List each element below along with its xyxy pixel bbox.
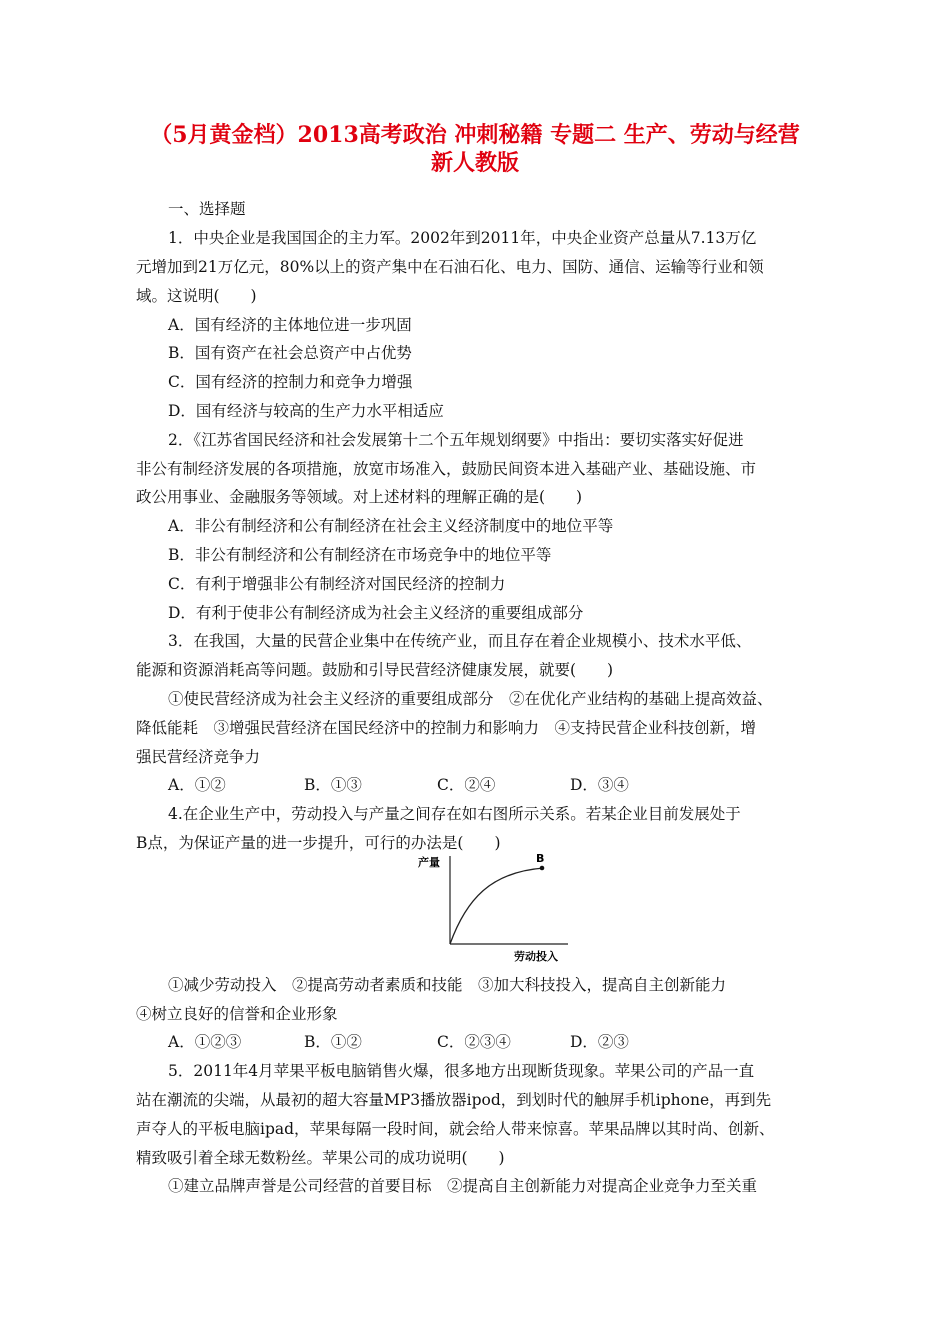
q3-stem-line3: ①使民营经济成为社会主义经济的重要组成部分 ②在优化产业结构的基础上提高效益、: [168, 690, 773, 708]
q3-stem-line5: 强民营经济竞争力: [136, 748, 261, 766]
doc-title-line1: （5月黄金档）2013高考政治 冲刺秘籍 专题二 生产、劳动与经营: [150, 122, 800, 148]
labor-output-chart: [410, 848, 580, 966]
q3-stem-line4: 降低能耗 ③增强民营经济在国民经济中的控制力和影响力 ④支持民营企业科技创新，增: [136, 719, 757, 737]
q4-option-c: C．②③④: [437, 1033, 511, 1051]
q4-stem-line4: ④树立良好的信誉和企业形象: [136, 1005, 338, 1023]
q5-stem-line2: 站在潮流的尖端，从最初的超大容量MP3播放器ipod，到划时代的触屏手机iphone，再到先: [136, 1091, 772, 1109]
q4-stem-line3: ①减少劳动投入 ②提高劳动者素质和技能 ③加大科技投入，提高自主创新能力: [168, 976, 727, 994]
q2-stem-line2: 非公有制经济发展的各项措施，放宽市场准入，鼓励民间资本进入基础产业、基础设施、市: [136, 460, 757, 478]
q5-stem-line5: ①建立品牌声誉是公司经营的首要目标 ②提高自主创新能力对提高企业竞争力至关重: [168, 1177, 758, 1195]
q2-option-a: A．非公有制经济和公有制经济在社会主义经济制度中的地位平等: [168, 517, 614, 535]
q4-option-a: A．①②③: [168, 1033, 242, 1051]
q3-stem-line1: 3．在我国，大量的民营企业集中在传统产业，而且存在着企业规模小、技术水平低、: [168, 632, 752, 650]
q3-option-c: C．②④: [437, 776, 496, 794]
q4-option-d: D．②③: [570, 1033, 629, 1051]
q1-option-b: B．国有资产在社会总资产中占优势: [168, 344, 412, 362]
x-axis-label: 劳动投入: [514, 950, 558, 963]
q3-option-d: D．③④: [570, 776, 629, 794]
q1-option-a: A．国有经济的主体地位进一步巩固: [168, 316, 412, 334]
point-b-marker: [540, 866, 545, 871]
q2-option-d: D．有利于使非公有制经济成为社会主义经济的重要组成部分: [168, 604, 584, 622]
q1-stem-line1: 1．中央企业是我国国企的主力军。2002年到2011年，中央企业资产总量从7.13万亿: [168, 229, 757, 247]
q5-stem-line1: 5．2011年4月苹果平板电脑销售火爆，很多地方出现断货现象。苹果公司的产品一直: [168, 1062, 755, 1080]
q5-stem-line3: 声夺人的平板电脑ipad，苹果每隔一段时间，就会给人带来惊喜。苹果品牌以其时尚、创新、: [136, 1120, 775, 1138]
production-curve: [450, 868, 544, 944]
q4-stem-line2: B点，为保证产量的进一步提升，可行的办法是( ): [136, 834, 501, 852]
q1-stem-line3: 域。这说明( ): [136, 287, 257, 305]
section-heading: 一、选择题: [168, 200, 246, 218]
q5-stem-line4: 精致吸引着全球无数粉丝。苹果公司的成功说明( ): [136, 1149, 505, 1167]
doc-title-line2: 新人教版: [430, 150, 519, 176]
q2-option-c: C．有利于增强非公有制经济对国民经济的控制力: [168, 575, 506, 593]
q1-stem-line2: 元增加到21万亿元，80%以上的资产集中在石油石化、电力、国防、通信、运输等行业和领: [136, 258, 764, 276]
q2-stem-line1: 2．《江苏省国民经济和社会发展第十二个五年规划纲要》中指出：要切实落实好促进: [168, 431, 744, 449]
q1-option-d: D．国有经济与较高的生产力水平相适应: [168, 402, 444, 420]
q4-stem-line1: 4.在企业生产中，劳动投入与产量之间存在如右图所示关系。若某企业目前发展处于: [168, 805, 741, 823]
q2-stem-line3: 政公用事业、金融服务等领域。对上述材料的理解正确的是( ): [136, 488, 583, 506]
q1-option-c: C．国有经济的控制力和竞争力增强: [168, 373, 413, 391]
point-b-label: B: [536, 852, 545, 865]
q3-stem-line2: 能源和资源消耗高等问题。鼓励和引导民营经济健康发展，就要( ): [136, 661, 614, 679]
q2-option-b: B．非公有制经济和公有制经济在市场竞争中的地位平等: [168, 546, 552, 564]
q3-option-a: A．①②: [168, 776, 226, 794]
q3-option-b: B．①③: [304, 776, 362, 794]
q4-option-b: B．①②: [304, 1033, 362, 1051]
y-axis-label: 产量: [418, 856, 440, 869]
